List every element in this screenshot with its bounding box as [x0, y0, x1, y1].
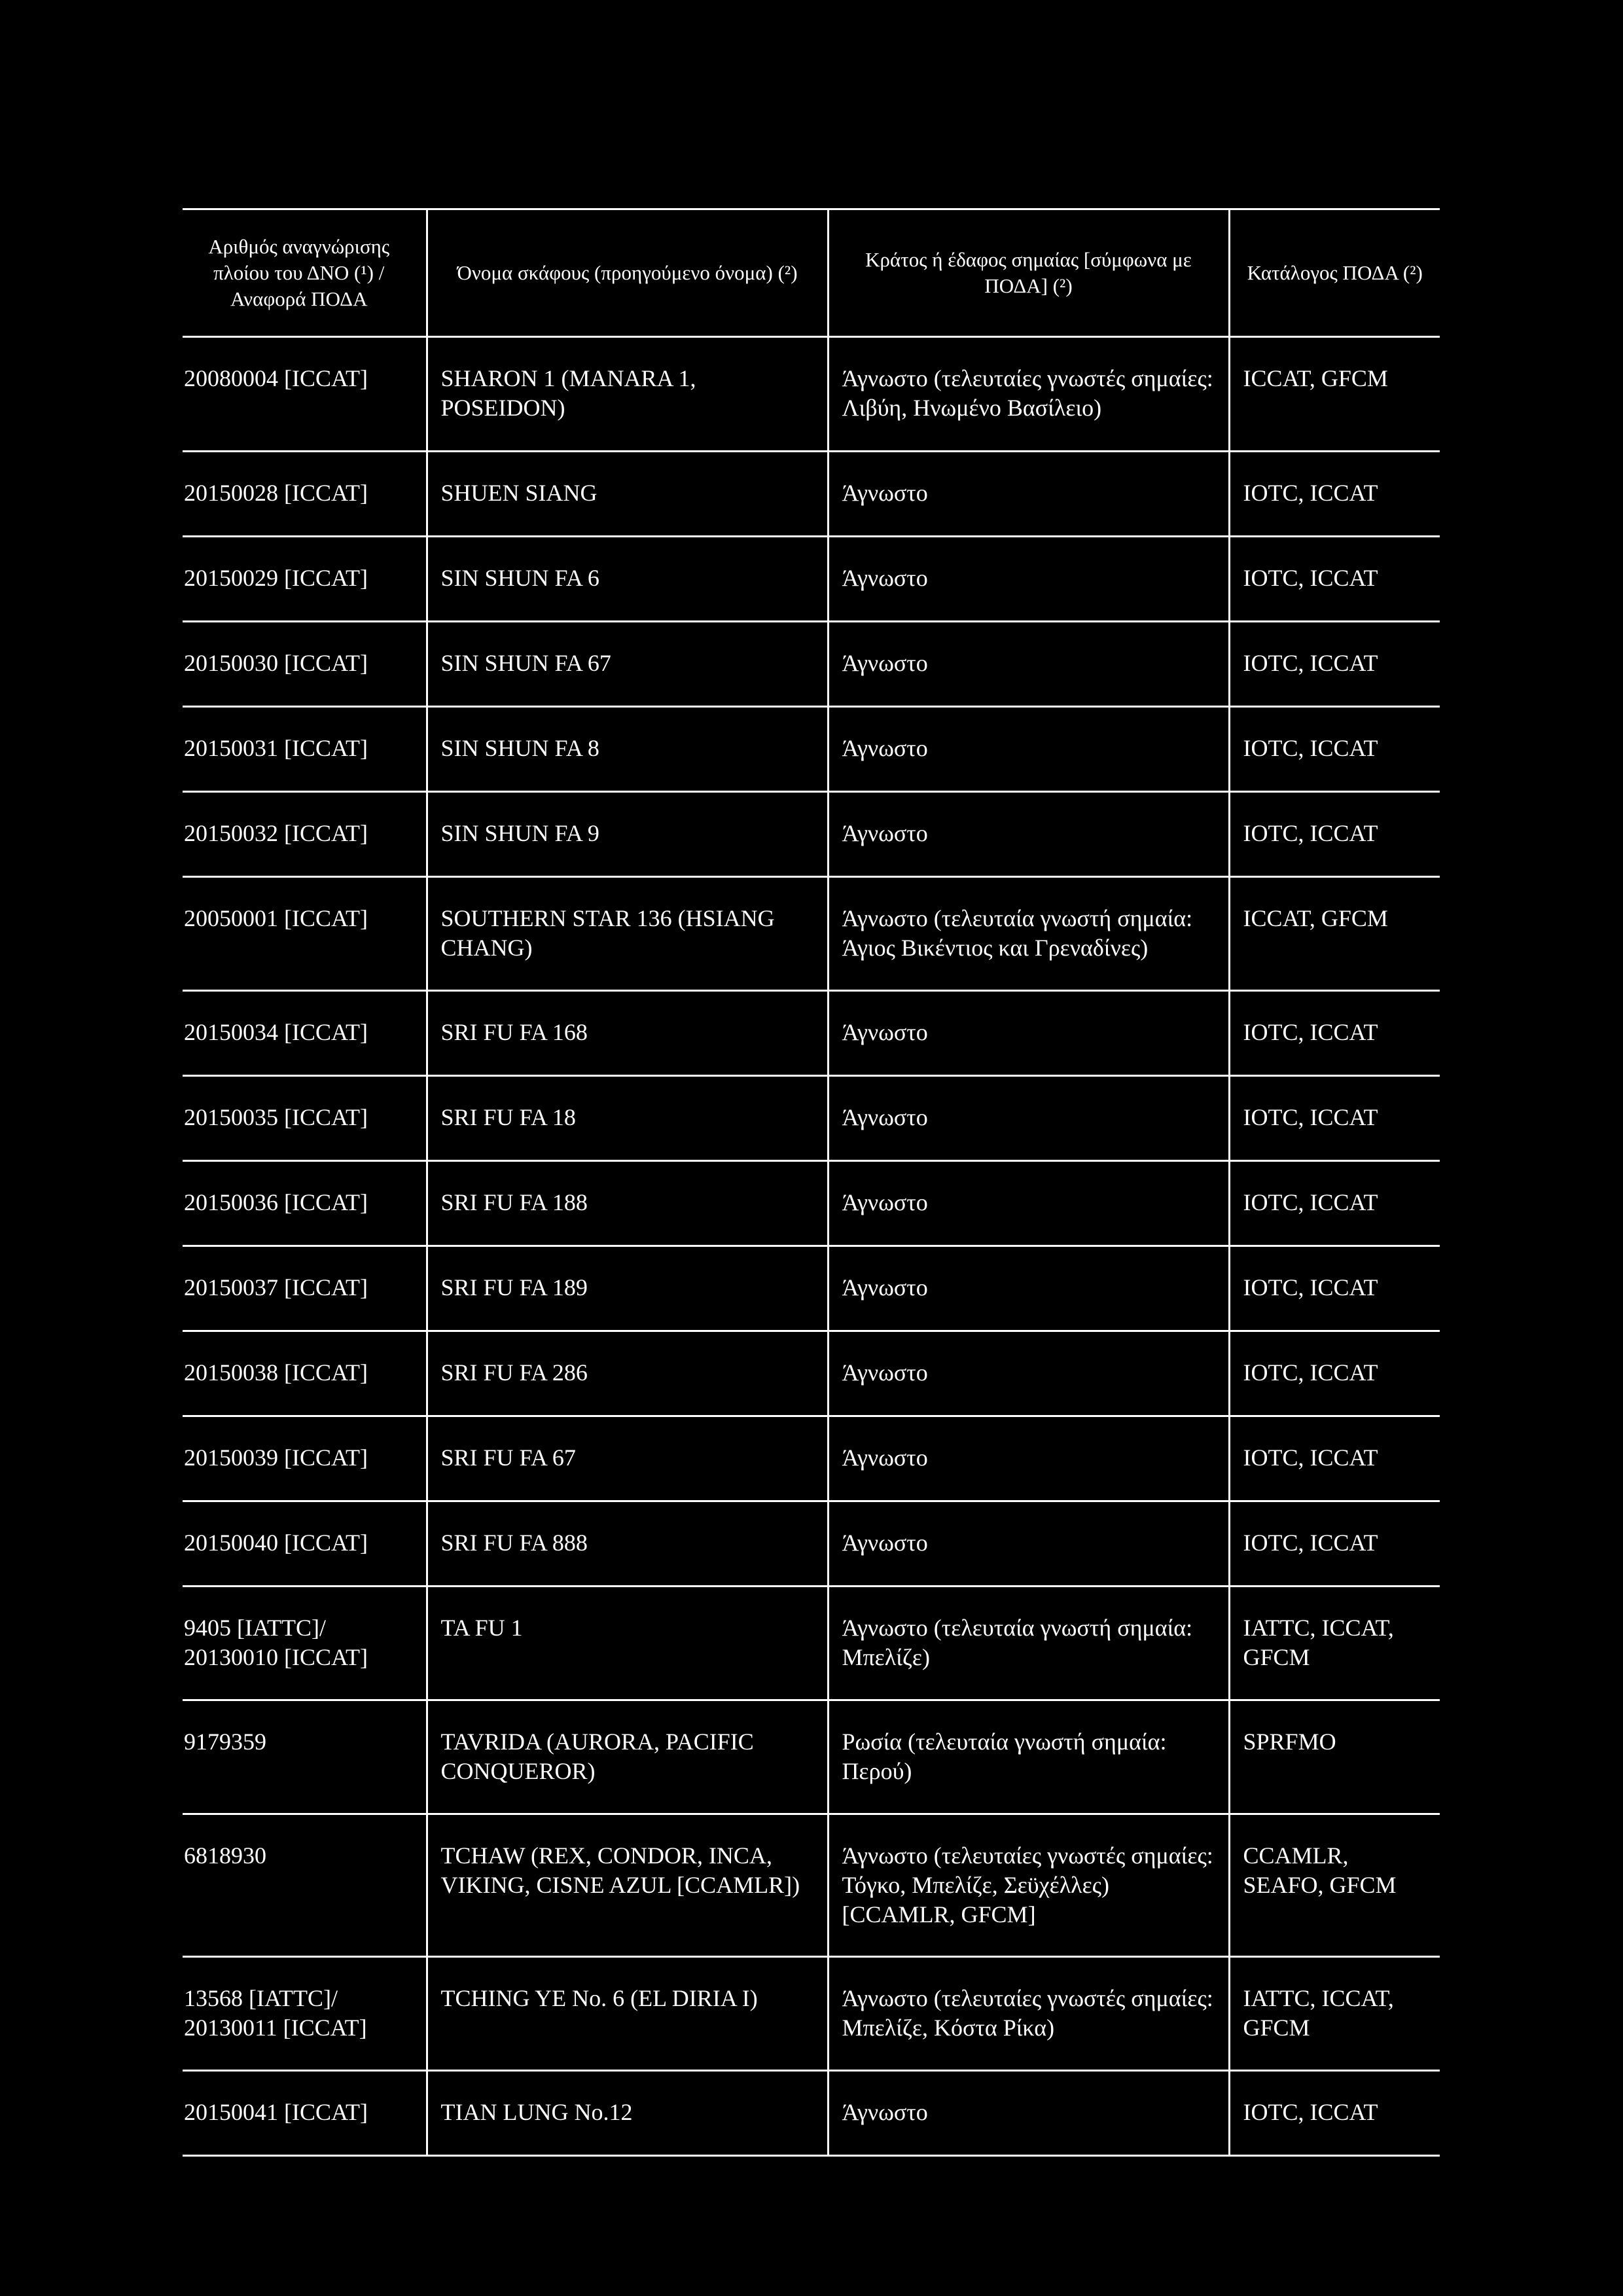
- cell-flag-state: Άγνωστο (τελευταίες γνωστές σημαίες: Λιβύη, Ηνωμένο Βασίλειο): [828, 337, 1229, 452]
- cell-rfmo-list: IOTC, ICCAT: [1229, 537, 1440, 622]
- cell-vessel-name: SRI FU FA 188: [427, 1161, 828, 1246]
- cell-vessel-name: TA FU 1: [427, 1587, 828, 1700]
- cell-rfmo-list: IOTC, ICCAT: [1229, 1416, 1440, 1501]
- cell-flag-state: Ρωσία (τελευταία γνωστή σημαία: Περού): [828, 1700, 1229, 1814]
- cell-flag-state: Άγνωστο: [828, 792, 1229, 877]
- cell-vessel-name: TCHAW (REX, CONDOR, INCA, VIKING, CISNE AZUL [CCAMLR]): [427, 1814, 828, 1957]
- header-vessel-name: Όνομα σκάφους (προηγούμενο όνομα) (²): [427, 209, 828, 337]
- cell-flag-state: Άγνωστο (τελευταίες γνωστές σημαίες: Τόγκο, Μπελίζε, Σεϋχέλλες) [CCAMLR, GFCM]: [828, 1814, 1229, 1957]
- table-row: [183, 1161, 1440, 1246]
- header-vessel-id: Αριθμός αναγνώρισης πλοίου του ΔΝΟ (¹) / Αναφορά ΠΟΔΑ: [183, 209, 427, 337]
- cell-rfmo-list: IOTC, ICCAT: [1229, 1331, 1440, 1416]
- table-row: [183, 2071, 1440, 2156]
- cell-flag-state: Άγνωστο: [828, 537, 1229, 622]
- cell-vessel-id: 20150034 [ICCAT]: [183, 991, 427, 1076]
- cell-rfmo-list: IOTC, ICCAT: [1229, 991, 1440, 1076]
- cell-vessel-id: 20150039 [ICCAT]: [183, 1416, 427, 1501]
- cell-vessel-id: 20150028 [ICCAT]: [183, 452, 427, 537]
- cell-vessel-id: 20150036 [ICCAT]: [183, 1161, 427, 1246]
- cell-flag-state: Άγνωστο: [828, 452, 1229, 537]
- cell-rfmo-list: IATTC, ICCAT, GFCM: [1229, 1587, 1440, 1700]
- cell-flag-state: Άγνωστο: [828, 622, 1229, 707]
- cell-vessel-name: TCHING YE No. 6 (EL DIRIA I): [427, 1957, 828, 2071]
- cell-flag-state: Άγνωστο: [828, 1501, 1229, 1587]
- cell-vessel-id: 20150040 [ICCAT]: [183, 1501, 427, 1587]
- cell-rfmo-list: IOTC, ICCAT: [1229, 1076, 1440, 1161]
- cell-flag-state: Άγνωστο (τελευταίες γνωστές σημαίες: Μπελίζε, Κόστα Ρίκα): [828, 1957, 1229, 2071]
- cell-vessel-name: SOUTHERN STAR 136 (HSIANG CHANG): [427, 877, 828, 991]
- cell-vessel-name: SRI FU FA 18: [427, 1076, 828, 1161]
- cell-vessel-id: 20150041 [ICCAT]: [183, 2071, 427, 2156]
- cell-rfmo-list: IOTC, ICCAT: [1229, 1501, 1440, 1587]
- cell-vessel-id: 20080004 [ICCAT]: [183, 337, 427, 452]
- cell-vessel-name: SIN SHUN FA 8: [427, 707, 828, 792]
- cell-rfmo-list: IOTC, ICCAT: [1229, 1246, 1440, 1331]
- cell-rfmo-list: CCAMLR, SEAFO, GFCM: [1229, 1814, 1440, 1957]
- cell-vessel-id: 20150035 [ICCAT]: [183, 1076, 427, 1161]
- cell-flag-state: Άγνωστο: [828, 707, 1229, 792]
- table-row: [183, 337, 1440, 452]
- cell-flag-state: Άγνωστο: [828, 1076, 1229, 1161]
- cell-vessel-id: 20150037 [ICCAT]: [183, 1246, 427, 1331]
- cell-flag-state: Άγνωστο: [828, 1246, 1229, 1331]
- table-row: [183, 537, 1440, 622]
- table-row: [183, 622, 1440, 707]
- cell-vessel-name: SRI FU FA 67: [427, 1416, 828, 1501]
- cell-flag-state: Άγνωστο: [828, 1161, 1229, 1246]
- header-rfmo-list: Κατάλογος ΠΟΔΑ (²): [1229, 209, 1440, 337]
- table-row: [183, 1246, 1440, 1331]
- table-row: [183, 1331, 1440, 1416]
- cell-vessel-name: SRI FU FA 168: [427, 991, 828, 1076]
- cell-vessel-name: SIN SHUN FA 67: [427, 622, 828, 707]
- cell-vessel-id: 6818930: [183, 1814, 427, 1957]
- table-row: [183, 991, 1440, 1076]
- cell-flag-state: Άγνωστο (τελευταία γνωστή σημαία: Άγιος Βικέντιος και Γρεναδίνες): [828, 877, 1229, 991]
- cell-vessel-id: 9405 [IATTC]/ 20130010 [ICCAT]: [183, 1587, 427, 1700]
- cell-vessel-name: SRI FU FA 888: [427, 1501, 828, 1587]
- table-row: [183, 452, 1440, 537]
- cell-vessel-id: 20150031 [ICCAT]: [183, 707, 427, 792]
- table-row: [183, 792, 1440, 877]
- table-row: [183, 1957, 1440, 2071]
- cell-flag-state: Άγνωστο: [828, 1331, 1229, 1416]
- table-row: [183, 707, 1440, 792]
- cell-vessel-id: 20150038 [ICCAT]: [183, 1331, 427, 1416]
- cell-flag-state: Άγνωστο: [828, 1416, 1229, 1501]
- cell-vessel-name: SIN SHUN FA 9: [427, 792, 828, 877]
- cell-vessel-name: TIAN LUNG No.12: [427, 2071, 828, 2156]
- cell-vessel-id: 20150029 [ICCAT]: [183, 537, 427, 622]
- cell-vessel-id: 9179359: [183, 1700, 427, 1814]
- table-row: [183, 1416, 1440, 1501]
- cell-rfmo-list: IOTC, ICCAT: [1229, 1161, 1440, 1246]
- table-row: [183, 1814, 1440, 1957]
- cell-rfmo-list: IOTC, ICCAT: [1229, 2071, 1440, 2156]
- table-row: [183, 1076, 1440, 1161]
- cell-rfmo-list: IOTC, ICCAT: [1229, 622, 1440, 707]
- cell-vessel-name: TAVRIDA (AURORA, PACIFIC CONQUEROR): [427, 1700, 828, 1814]
- cell-vessel-name: SHARON 1 (MANARA 1, POSEIDON): [427, 337, 828, 452]
- cell-rfmo-list: IATTC, ICCAT, GFCM: [1229, 1957, 1440, 2071]
- cell-vessel-name: SIN SHUN FA 6: [427, 537, 828, 622]
- table-row: [183, 877, 1440, 991]
- table-row: [183, 1587, 1440, 1700]
- cell-vessel-name: SRI FU FA 286: [427, 1331, 828, 1416]
- table-row: [183, 1501, 1440, 1587]
- table-row: [183, 1700, 1440, 1814]
- cell-vessel-name: SHUEN SIANG: [427, 452, 828, 537]
- cell-vessel-id: 20050001 [ICCAT]: [183, 877, 427, 991]
- cell-rfmo-list: IOTC, ICCAT: [1229, 792, 1440, 877]
- cell-flag-state: Άγνωστο: [828, 991, 1229, 1076]
- cell-rfmo-list: IOTC, ICCAT: [1229, 707, 1440, 792]
- cell-vessel-id: 13568 [IATTC]/ 20130011 [ICCAT]: [183, 1957, 427, 2071]
- header-flag-state: Κράτος ή έδαφος σημαίας [σύμφωνα με ΠΟΔΑ] (²): [828, 209, 1229, 337]
- cell-rfmo-list: ICCAT, GFCM: [1229, 877, 1440, 991]
- iuu-vessel-table: [183, 208, 1440, 2157]
- cell-rfmo-list: IOTC, ICCAT: [1229, 452, 1440, 537]
- cell-vessel-id: 20150032 [ICCAT]: [183, 792, 427, 877]
- cell-vessel-name: SRI FU FA 189: [427, 1246, 828, 1331]
- cell-flag-state: Άγνωστο (τελευταία γνωστή σημαία: Μπελίζε): [828, 1587, 1229, 1700]
- cell-rfmo-list: SPRFMO: [1229, 1700, 1440, 1814]
- table-header-row: [183, 209, 1440, 337]
- cell-rfmo-list: ICCAT, GFCM: [1229, 337, 1440, 452]
- cell-flag-state: Άγνωστο: [828, 2071, 1229, 2156]
- cell-vessel-id: 20150030 [ICCAT]: [183, 622, 427, 707]
